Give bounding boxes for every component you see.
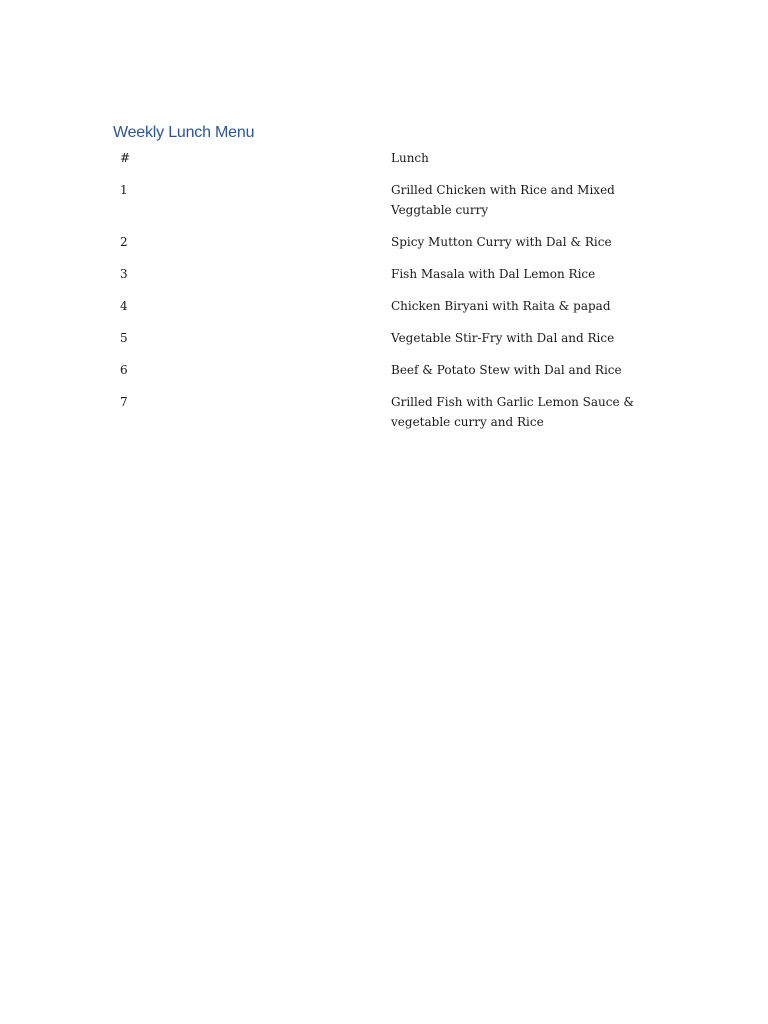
row-number: 5 bbox=[120, 331, 128, 345]
table-row bbox=[120, 180, 640, 232]
row-number: 1 bbox=[120, 183, 128, 197]
row-number: 4 bbox=[120, 299, 128, 313]
table-row bbox=[120, 296, 640, 328]
table-row bbox=[120, 328, 640, 360]
row-number: 6 bbox=[120, 363, 128, 377]
row-lunch-item: Grilled Chicken with Rice and Mixed Veggtable curry bbox=[391, 183, 615, 217]
table-header-row bbox=[120, 148, 640, 180]
lunch-menu-table bbox=[120, 148, 640, 444]
table-row bbox=[120, 392, 640, 444]
table-row bbox=[120, 232, 640, 264]
header-number: # bbox=[120, 151, 131, 165]
row-number: 3 bbox=[120, 267, 128, 281]
row-lunch-item: Chicken Biryani with Raita & papad bbox=[391, 299, 611, 313]
row-lunch-item: Grilled Fish with Garlic Lemon Sauce & vegetable curry and Rice bbox=[391, 395, 635, 429]
table-row bbox=[120, 360, 640, 392]
row-number: 7 bbox=[120, 395, 128, 409]
header-lunch: Lunch bbox=[391, 151, 429, 165]
row-lunch-item: Spicy Mutton Curry with Dal & Rice bbox=[391, 235, 612, 249]
row-lunch-item: Fish Masala with Dal Lemon Rice bbox=[391, 267, 596, 281]
document-title: Weekly Lunch Menu bbox=[113, 124, 255, 141]
table-row bbox=[120, 264, 640, 296]
row-lunch-item: Vegetable Stir-Fry with Dal and Rice bbox=[391, 331, 615, 345]
row-number: 2 bbox=[120, 235, 128, 249]
row-lunch-item: Beef & Potato Stew with Dal and Rice bbox=[391, 363, 622, 377]
